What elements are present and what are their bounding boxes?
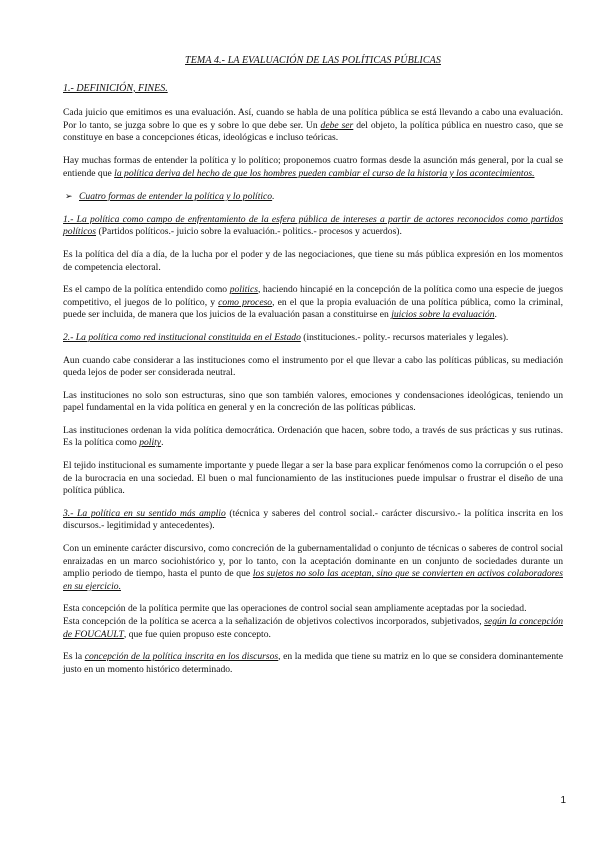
- paragraph-4-text-d: .: [494, 309, 497, 321]
- document-title: TEMA 4.- LA EVALUACIÓN DE LAS POLÍTICAS PÚBLICAS: [185, 55, 441, 66]
- paragraph-7-text-b: .: [161, 437, 164, 449]
- paragraph-9-emphasis: los sujetos no solo las aceptan, sino que se convierten en activos colaboradores en su ejercicio.: [63, 568, 563, 592]
- subsection-1-text: (Partidos políticos.- juicio sobre la evaluación.- politics.- procesos y acuerdos).: [96, 226, 402, 238]
- subsection-2-text: (instituciones.- polity.- recursos materiales y legales).: [300, 331, 509, 343]
- paragraph-4-text-a: Es el campo de la política entendido como: [63, 284, 230, 296]
- paragraph-9-text-a: Con un eminente carácter discursivo, como concreción de la gubernamentalidad o conjunto de técnicas o saberes de control social enraizadas en un marco sociohistórico y, por lo tanto, con la aceptación dominante en un conjunto de sociedades durante un amplio periodo de tiempo, hasta el punto de que: [63, 543, 563, 580]
- paragraph-12-text-b: , en la medida que tiene su matriz en lo que se considera dominantemente justo en un momento histórico determinado.: [63, 651, 563, 675]
- page-number: 1: [560, 795, 566, 806]
- section-heading-definicion: 1.- DEFINICIÓN, FINES.: [63, 82, 168, 94]
- bullet-tail: .: [272, 191, 275, 203]
- paragraph-12: [63, 651, 563, 676]
- subsection-1: [63, 214, 563, 239]
- document-body: [63, 55, 563, 686]
- paragraph-11: [63, 616, 563, 641]
- bullet-text: [79, 191, 275, 204]
- paragraph-1: [63, 107, 563, 145]
- subsection-2-heading: 2.- La política como red institucional constituida en el Estado: [63, 331, 301, 343]
- paragraph-12-emphasis: concepción de la política inscrita en los discursos: [84, 651, 279, 663]
- subsection-2: [63, 332, 563, 345]
- arrow-bullet-icon: ➢: [65, 191, 73, 202]
- paragraph-10: Esta concepción de la política permite que las operaciones de control social sean ampliamente aceptadas por la sociedad.: [63, 603, 527, 615]
- paragraph-8: El tejido institucional es sumamente importante y puede llegar a ser la base para explicar fenómenos como la corrupción o el peso de la burocracia en una sociedad. El buen o mal funcionamiento de las instituciones puede impulsar o frustrar el diseño de una política pública.: [63, 460, 563, 497]
- paragraph-4-emphasis-1: politics: [229, 284, 258, 296]
- paragraph-6: Las instituciones no solo son estructuras, sino que son también valores, emociones y condensaciones ideológicas, teniendo un papel fundamental en la vida política en general y en la concreción de las políticas públicas.: [63, 389, 563, 414]
- paragraph-11-text-a: Esta concepción de la política se acerca a la señalización de objetivos colectivos incorporados, subjetivados,: [63, 616, 485, 627]
- subsection-3: [63, 508, 563, 533]
- paragraph-5: Aun cuando cabe considerar a las instituciones como el instrumento por el que llevar a cabo las políticas públicas, su mediación queda lejos de poder ser considerada neutral.: [63, 354, 563, 379]
- subsection-1-heading: 1.- La política como campo de enfrentamiento de la esfera pública de intereses a partir de actores reconocidos como partidos políticos: [63, 213, 563, 238]
- paragraph-4-emphasis-2: como proceso: [218, 296, 273, 308]
- subsection-3-text: (técnica y saberes del control social.- carácter discursivo.- la política inscrita en los discursos.- legitimidad y antecedentes).: [63, 507, 564, 532]
- paragraph-4-text-b: , haciendo hincapié en la concepción de la política como una especie de juegos competitivo, el juegos de lo político, y: [63, 284, 563, 308]
- subsection-3-heading: 3.- La política en su sentido más amplio: [63, 507, 226, 519]
- paragraph-7-emphasis: polity: [139, 437, 162, 449]
- paragraph-4-emphasis-3: juicios sobre la evaluación: [391, 309, 495, 321]
- bullet-item: [65, 190, 563, 204]
- paragraph-2: [63, 155, 563, 180]
- bullet-emphasis: Cuatro formas de entender la política y lo político: [79, 191, 273, 203]
- paragraph-1-emphasis: debe ser: [320, 119, 354, 131]
- paragraph-7-text-a: Las instituciones ordenan la vida política democrática. Ordenación que hacen, sobre todo, a través de sus prácticas y sus rutinas. Es la política como: [63, 424, 563, 449]
- paragraph-4-text-c: , en el que la propia evaluación de una política pública, como la criminal, puede ser incluida, de manera que los juicios de la evaluación pasan a constituirse en: [63, 296, 563, 321]
- paragraph-1-text-b: del objeto, la política pública en nuestro caso, que se constituye en base a concepciones éticas, ideológicas e incluso teóricas.: [63, 119, 563, 144]
- paragraph-2-text-a: Hay muchas formas de entender la política y lo político; proponemos cuatro formas desde la asunción más general, por la cual se entiende que: [63, 154, 563, 179]
- paragraph-11-text-b: , que fue quien propuso este concepto.: [123, 628, 271, 640]
- paragraph-9: [63, 543, 563, 593]
- paragraph-7: [63, 425, 563, 450]
- paragraph-4: [63, 284, 563, 322]
- paragraph-3: Es la política del día a día, de la lucha por el poder y de las negociaciones, que tiene su más pública expresión en los momentos de competencia electoral.: [63, 248, 563, 273]
- paragraph-12-text-a: Es la: [63, 651, 85, 663]
- paragraph-2-emphasis: la política deriva del hecho de que los hombres pueden cambiar el curso de la historia y los acontecimientos.: [114, 167, 535, 179]
- paragraph-1-text-a: Cada juicio que emitimos es una evaluación. Así, cuando se habla de una política pública se está llevando a cabo una evaluación. Por lo tanto, se juzga sobre lo que es y sobre lo que debe ser. Un: [63, 107, 563, 131]
- paragraph-11-emphasis: según la concepción de FOUCAULT: [63, 616, 563, 640]
